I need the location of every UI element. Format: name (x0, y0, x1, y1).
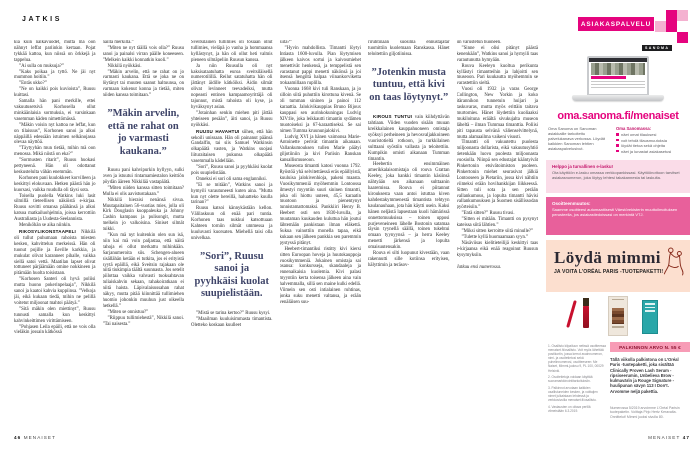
paragraph: ”Kaks poikaa ja tyttö. Ne jäi nyt mummon hoitiin.” (14, 69, 96, 81)
paragraph: Rouva Keeleyn kuoltua perikunta kyllästyi timantteihin ja lahjoitti sen museoon. Pari kuukautta myöhemmin se varastettiin sieltä. (456, 63, 538, 87)
checker-cell (666, 32, 677, 43)
paragraph: 4. Vastausten on oltava perillä viimeistään 6.3.2019. (548, 404, 591, 413)
paragraph: Sveitsiläinen tullimies oli tosiaan ollut tullimies, vieläpä jo vanha ja hommaansa kyllästynyt, ja hän oli ollut heti valmis pieneen silmäpeliin Ruusun kanssa. (191, 40, 273, 63)
paragraph: Rouva ei silti luopunut kivestään, vaan rakennutti sille kotiinsa erityisen, hälyttimin ja teräsov- (368, 251, 450, 268)
checker-cell (655, 32, 666, 43)
paragraph: Nikkilä nyökkäsi. (107, 63, 142, 69)
paragraph: Meniköhän se aika niinkin. (19, 223, 72, 229)
paragraph: ”Korhosen Santeri oli hyvä poliisi mutta huono pokerinpelaaja”, Nikkilä sanoi ja kaatoi kahvia kuppiinsa. ”Velkoja jäi, eikä kukaan tiedä, mihin ne pelillä voitetut miljoonat mahtoi päätyä.” (14, 277, 96, 306)
column-text (368, 40, 450, 58)
paragraph: ”Sinne ei olisi pitänyt päästä kenenkään”, Watkins sanoi ja hymyili taas varautunutta hymyään. (456, 45, 538, 63)
prize-description: Tällä viikolla palkintona on L’Oréal Paris -tuotepaketti, joka sisältää Clinically Proven Lash Serum -ripsiseerumin, Unbelieva Brow -kulmavärin ja Rouge Signature -huulipunan sävyn 113 I Don’t. Arvomme neljä pakettia. (610, 357, 679, 394)
product-brow-box (608, 296, 628, 336)
paragraph: Ludvig XVI ja hänen vaimonsa Marie-Antoinette perivät timantin aikanaan. Vallankumouksen tullen Marie päätyi giljotiiniin ja kivi Pariisin Ranskan kansallismuseoon. (279, 134, 361, 164)
paragraph: ”Maailman kuuluisimmasta timantista. Oletteko koskaan kuulleet (191, 316, 273, 328)
page-footer-left (14, 435, 56, 440)
intro-text: Oma Sanoma on Sanoman asiakkaille tarkoitettu palvelukanava verkossa. Löydät kaikkien Sanoman lehtien asiakaspalvelusivut. (548, 126, 605, 151)
paragraph-lead-in: RUUSU HAVAHTUI (196, 128, 242, 134)
paragraph: 2. Osoitetietoja voidaan käyttää suoramarkkinointitarkoituksiin. (548, 375, 593, 384)
paragraph: ”Entä sitten?” Ruusu tivasi. (461, 211, 515, 217)
paragraph: ”Mäkin voisin nyt kattoa ne leffat, kun on tilaisuus”, Korhonen sanoi ja alkoi näppäillä edessään istuimen selkänojassa olevaa näyttöä. (14, 122, 96, 146)
page-number-left: 46 (14, 435, 22, 440)
column-text (191, 40, 273, 242)
customer-service-sidebar (546, 10, 690, 440)
address-change-box (546, 197, 690, 235)
paragraph: Samalla hän pani merkille, ettei vakuutusetsivä Korhosella ollut minkäänlaisia sormuksia, ei varsinkaan vasemman käden nimettömässä. (14, 99, 96, 122)
contest-rules (548, 344, 606, 415)
paragraph: ”Ei se mitään”, Watkins sanoi ja hymyili varautuneesti kuten aina. ”Mutta kun nyt olette hereillä, haluatteko kuulla tarinan?” (191, 182, 273, 206)
magazine-brand-right: MENAISET (648, 435, 681, 440)
paragraph: ”Ne on kaikki pois kuvioista”, Ruusu kuittasi. (14, 87, 96, 99)
paragraph: ”Tulette kyllä huomaamaan syyn.” (461, 234, 529, 240)
paragraph: näet ja lunastat asiakasetusi (616, 149, 688, 154)
paragraph: 1. Osallistu kilpailuun netissä osoitteessa menaiset.fi/osallistu. Voit myös lähettää postikortin, jossa kerrot avainnumeron, nimi- ja osoitetietosi sekä puhelinnumerosi, osoitteeseen: Me Naiset, Mimmi-juoksu 9, PL 100, 00029 Helsinki. (548, 344, 606, 373)
paragraph-lead-in: RIKOSYLIKONSTAAPELI (19, 229, 82, 234)
checker-cell (677, 10, 688, 21)
paragraph: RUUSU HAVAHTUI siihen, että hän sekoili unissaan. Hän oli painanut päänsä Gandalfin, tai siis Samuel Watkinsin olkapäätä vasten, ja Watkins suojasi liituraitaisen pukunsa olkapäätä vasemmalla kädellään. (191, 128, 273, 165)
body-column-3 (191, 40, 273, 424)
paragraph: ”Miten ne nyt täällä vois olla?” Ruusu sanoi ja painalsi virran päälle koneeseen. ”Melkein kaikki konnatkin kuoli.” (102, 45, 184, 63)
paragraph: Nikkilä hieraisi nenänsä sivua. Muutapaitainen 56-vuotias mies, jolla oli Kirk Douglasin kuoppaleuka ja Johnny Cashin kampaus ja pulisongit, mutta melkein jo valkoisina. Siniset silmät tuikki. (102, 197, 184, 233)
prize-products (546, 292, 690, 340)
sanoma-logo: SANOMA (642, 45, 672, 51)
pullquote-rahat-kaukana: ”Mäkin arvelin, että ne rahat on jo varmasti kaukana.” (107, 108, 180, 157)
oma-sanoma-url: oma.sanoma.fi/menaiset (557, 110, 679, 122)
checker-cell (655, 10, 666, 21)
paragraph: Onneksi ei sori oli sama englanniksi. (196, 176, 267, 182)
column-text (14, 40, 96, 336)
e-invoice-title: Helppo ja turvallinen e-lasku! (552, 164, 613, 169)
body-column-6 (457, 40, 539, 424)
intro-benefits-title: Oma Sanomassa: (616, 126, 652, 131)
column-text (191, 311, 273, 329)
pullquote-sori: ”Sori”, Ruusu sanoi ja pyyhkäisi kuolat suupielistään. (194, 250, 269, 300)
page-number-right: 47 (682, 435, 690, 440)
checker-cell (677, 32, 688, 43)
paragraph: Timantti oli vakuutettu puolesta miljoonasta dollarista, eikä vakuutusyhtiö tietenkään luovu puolesta miljoonasta vuosiolla. Niinpä sen edustajat kääntyivät Pinkertonin etsivätoimiston puoleen. Pinkertonin miehet seurasivat jälkiä Lontooseen ja Pietariin, jossa kivi nähtiin viimeksi erään hovihankkijan liikkeessä. Sitten tuli sota ja sen perään vallankumous, ja lopulta timantti hävisi vallankumouksen ja Suomen sisällissodan pyörteisiin.” (456, 140, 538, 211)
paragraph: Toisella puolella Watkins luki lasit silmillä tieteellisen näköistä e-kirjaa. Ruusu sovitti omansa päähänsä ja alkoi katsoa matkailuohjelmia, joissa kerrottiin Australiasta ja Uudesta-Seelannista. (14, 193, 96, 223)
paragraph: ”Miten niiden kanssa sitten toimitaan? Mulla ei olis aavistustakaan.” (102, 185, 184, 197)
paragraph: ”Täytyyhän mun tietää, mihin mä oon menossa. Mikä niistä on eka?” (14, 146, 96, 158)
paragraph: kiä kuin nälkävuodet, mutta mä oon nähnyt leffat pariinkin kertaan. Pojat tykkää kattoa, kun niissä on örkkejä ja tappelua. (14, 40, 96, 63)
paragraph: Museosta timantti katosi vuonna 1792. Ryöstöä yhä selvitettäessä eräs epäillyistä, kuuluisa jalokivenhioja, pakeni maasta. Vuosikymmeniä myöhemmin Lontoossa ilmestyi myyntiin suuri sininen timantti, joka oli hiottu uuteen, 45,5 karaatin muotoon ja pienentynyt tunnistamattomaksi. Pankkiiri Henry B. Heebert osti sen 1830-luvulla, ja muutaman kuukauden kuluttua hän joutui lähtemään pankistaan ilman eläkettä. Sukua vainottiin monella tapaa, eikä kukaan sen jälkeen pankkia sen paremmin pystyssä pitänyt. (279, 164, 361, 246)
column-text (280, 40, 362, 306)
paragraph: riruhtinaan suosima ennustajatar tuomittiin kuolemaan Ranskassa. Hänet teloitettiin giljotiinissa. (368, 40, 450, 57)
paragraph: ”Pohjasen Leila epäili, että ne vois olla vieläkin jossain kätkössä (14, 324, 96, 336)
paragraph: Näsäviisas kielitieteilijä keskittyi taas e-kirjaansa eikä enää reagoinut Ruusun kysymyksiin. (456, 240, 538, 258)
e-invoice-text: Ota käyttöön e-lasku omassa verkkopankissasi. Käyttöönottoon tarvitset asiakasnumeron, joka löytyy lehtesi takakannesta tai laskulta. (552, 170, 680, 180)
checker-cell (655, 21, 666, 32)
paragraph: siitä?” (279, 40, 292, 45)
paragraph: ”Kun mä nyt kuitenkin olen sun isä, niin kai mä voin paljastaa, että näitä rahoja ei ollut merkattu mihinkään. Sarjanumeroita siis. Schengen-alueen sisällähän ketään ei tutkita, jos ei erityistä syytä epäillä, eikä Sveitsin rajakaan ole niitä tiukimpia täältä suunnasta. Jos setelit piilottaa vaikka vahvasti tuoksahtavan tuliaiskahvin sekaan, rahakoiratkaan ei niitä haista. Läpivalaisussahan rahat näkyy, mutta pitää kiinnittää tullimiehen huomio johonkin muuhun just oikeella hetkellä.” (102, 233, 184, 309)
paragraph: 3. Palkinnot arvotaan kaikkien osallistuneiden kesken, ja voittajien nimet julkaistaan lehdessä ja verkkosivuilla menaiset.fi/osallistu. (548, 385, 598, 403)
checker-cell (677, 21, 688, 32)
previous-winners-text: Numerossa 5/2019 arvoimme L’Oréal Parisin tuotepaketin. Voittaja Pirjo Hertz Keravalta. Onnittelut! Mimmi juoksi sivulla 80. (610, 406, 680, 419)
column-text (103, 168, 185, 327)
paragraph: ”Mäkin arvelin, että ne rahat on jo varmasti kaukana. Että se joka ne on löytänyt tai muuten saanut haltuunsa, on varmaan kokenut konna ja tietää, miten niiden kanssa toimitaan.” (102, 69, 184, 99)
column-text (103, 40, 185, 99)
paragraph: Ja niin Ruusulla oli nyt kaksisataatuhatta euroa sveitsiläisellä numerotilillä. Reilut satatuhatta hän oli jättänyt äidille kätköiksi. Äidin silmät olivat levinneet teevadeiksi, mutta nopeasti entinen kampaamoyrittäjä oli tajunnut, mistä rahoista oli kyse, ja hyväksynyt asian. (191, 63, 273, 110)
checker-cell (666, 10, 677, 21)
paragraph: ”Sori”, Ruusu sanoi ja pyyhkäisi kuolat pois suupielistään. (191, 165, 273, 176)
contest-subtitle: JA VOITA L’ORÉAL PARIS -TUOTEPAKETTI! (554, 269, 664, 275)
intro-bullet-list (616, 132, 688, 154)
paragraph: näet omat tilauksesi (616, 132, 688, 137)
paragraph-lead-in: KIROUS TUNTUI (373, 114, 415, 120)
product-lipstick (583, 306, 589, 328)
body-column-2 (103, 40, 185, 424)
body-column-4 (280, 40, 362, 424)
paragraph: ”Mistä se tarina kertoo?” Ruusu kysyi. (196, 310, 271, 316)
sidebar-header: ASIAKASPALVELU (578, 17, 654, 31)
column-text (457, 40, 539, 270)
page-footer-right (628, 435, 690, 440)
article-body (14, 40, 538, 424)
section-label-jatkis: JATKIS (22, 16, 62, 23)
address-change-text: Saamme osoitteesi automaattisesti Väestörekisterin muuttoilmoituksen perusteella, jos asiakastiedoissasi on merkintä VTJ. (552, 207, 678, 217)
laptop-illustration (572, 56, 664, 108)
paragraph: ”Miten se onnistuu?” (107, 309, 149, 315)
contest-details (546, 342, 690, 440)
paragraph: Jatkuu ensi numerossa. (456, 264, 502, 270)
product-serum-box (642, 300, 658, 334)
paragraph: ”Sitten ei mitään. Timantti on pysynyt kateissa siitä lähtien.” (456, 217, 538, 229)
magazine-brand-left: MENAISET (23, 435, 56, 440)
checker-cell (666, 21, 677, 32)
address-change-title: Osoitteenmuutos: (552, 201, 591, 206)
paragraph: löydät tietoa sekä ohjeita (616, 143, 688, 148)
paragraph: Vuonna 1668 kivi tuli Ranskaan, ja jo silloin siitä puhuttiin kirottuna kivenä. Se oli tumman sininen ja painoi 112 karaattia. Jalokivikauppias Bruno Bijoux kauppasi sen aurinkokuningas Ludvig XIV:lle, joka leikkautti timantin sydämen muotoiseksi ja 67-karaattiseksi. Se sai nimen Tumma kruununjalokivi. (279, 87, 361, 134)
checkerboard-pattern (655, 10, 688, 43)
paragraph: RIKOSYLIKONSTAAPELI Nikkilä oli tullut puhumaan rahoista miesten kesken, kahvittelun merkeissä. Hän oli tuonut pojille ja Eeville karkkia, ja mukulat olivat karanneet pihalle, vaikka siellä satoi vettä. Maatilan lapset olivat tottuneet pärjäämään omine nokkineen ja pitämään huolta toisistaan. (14, 229, 96, 277)
laptop-screen (587, 56, 649, 96)
contest-title: Löydä mimmi (554, 248, 661, 267)
intro-benefits (616, 126, 688, 154)
paragraph: KIROUS TUNTUI vain kiihdyttävän tahtiaan. Viiden vuoden sisään muuan kreikkalainen kauppahuoneen omistaja syöksyi perheineen ja hevosvaljakkoineen vuoristotieltä rotkoon, ja turkkilainen sulttaani syöstiin vallasta ja teloitettiin. Kumpikin omisti aikanaan Tumman timantin. (368, 114, 450, 162)
column-text (368, 114, 450, 269)
paragraph: Korhonen pani kuulokkeet korvilleen ja keskittyi elokuvaan. Hetken päästä hän jo kuorsasi, vaikka ruudulla oli täysi sota. (14, 175, 96, 193)
paragraph: Ruusu katsoi kännykästään kellon. Välilaskuun oli enää pari tuntia. Korhonen taas nukkui katsottuaan Kahteen torniin silmät ummessa ja kuuluvasti kuorsaten. Miehellä taisi olla univelkaa. (191, 206, 273, 241)
pullquote-kivi-loytynyt: ”Jotenkin musta tuntuu, että kivi on taas löytynyt.” (369, 66, 449, 103)
paragraph: ”Sitä mäkin olen miettinyt”, Ruusu tunnusti samalla kun keskittyi kahvinkeittimen virittämiseen. (14, 306, 96, 324)
e-invoice-box (546, 160, 690, 193)
paragraph: Ruusu pani kahvipurkin hyllyyn, sulki oven ja istuutui rintamamiestalon keittiön pöydän ääreen Nikkilää vastapäätä. (102, 168, 184, 185)
paragraph: Heebert-timantiksi ristitty kivi kiersi sitten Euroopan hoveja ja huutokauppoja vuosikymmeniä. Jokainen omistaja sai osansa: konkursseja, skandaaleja ja ennenaikaisia kuolemia. Kivi palasi myyntiin kerta toisensa jälkeen aina vain halvemmalla, sillä sen maine kulki edellä. Viimein sen osti intialainen ruhtinas, jonka suku menetti valtansa, ja erään venäläisen suu- (279, 246, 361, 305)
paragraph: iin varustetun huoneen. (456, 40, 502, 45)
paragraph: ”Hyvin mahdollista. Timantti löytyi Intiasta 1600-luvulla. Pian löytymisen jälkeen kaivos sortui ja kaivosmiehet menettivät henkensä, ja temppelistä sen varastanut pappi menetti näkönsä ja joi itsensä hengiltä halpaa viinankorviketta trokaamillaan ruplilla. (279, 45, 361, 87)
paragraph: ”Jotainhan senkin miehen piti jättää yhteiseen pesään”, äiti sanoi, ja Ruusu nyökkäsi. (191, 110, 273, 128)
body-column-5 (368, 40, 450, 424)
paragraph: Heebertin ensimmäinen amerikkalaisomistaja oli rouva Grattan Keeley, joka hankki timantin käsiinsä nähtyään sen aikanaan sulttaanin haaremissa. Rouva ei piitannut kirouksesta vaan antoi istuttaa kiven kahdestakymmenestä timantista tehtyyn kaulanauhaan, jota hän käytti usein. Kaksi hänen neljästä lapsestaan kuoli hämärissä onnettomuuksissa – toinen upposi purjeveneineen lähelle Bostonin satamaa täysin tyynellä säällä, toinen tukehtui omaan tyynyynsä – ja herra Keeley menetti järkensä ja lopulta omaisuutensakin. (368, 162, 450, 251)
body-column-1 (14, 40, 96, 424)
paragraph: näillä merkillä.” (102, 40, 134, 45)
lipstick-applicator (566, 300, 577, 328)
paragraph: ”Riippuu tullimiehestä”, Nikkilä sanoi. ”Tai naisesta.” (102, 315, 184, 327)
paragraph: ”Sormusten ritarit”, Ruusu huokasi pettyneenä. Hän oli odottanut keskustelulta vähän enemmän. (14, 158, 96, 175)
paragraph: ”Entäs ukko?” (19, 81, 47, 87)
paragraph: ”Miksi sitten kerroitte siitä minulle?” (461, 229, 534, 234)
contest-box (546, 240, 690, 292)
prize-value-badge: PALKINNON ARVO N. 55 € (610, 342, 690, 352)
paragraph: voit tehdä tilausmuutoksia (616, 138, 688, 143)
paragraph: Vuosi oli 1932 ja varas George Collington, New Yorkin ja koko itärannikon tunnetuin huijari ja taskuvaras, mutta myös erittäin taitava murtomies. Hänet löydettiin kuoliaaksi mukiloituna eräältä sivukujalta museon läheltä – ilman Tummaa timanttia. Poliisi piti tapausta selvänä välienselvittelynä, mutta alamaailma vaikeni visusti. (456, 87, 538, 140)
paragraph: ”Ai sulla on muksuja?” (19, 63, 64, 69)
laptop-keyboard (572, 95, 664, 101)
oma-sanoma-intro (548, 126, 688, 154)
dancing-couple-illustration (661, 246, 687, 276)
